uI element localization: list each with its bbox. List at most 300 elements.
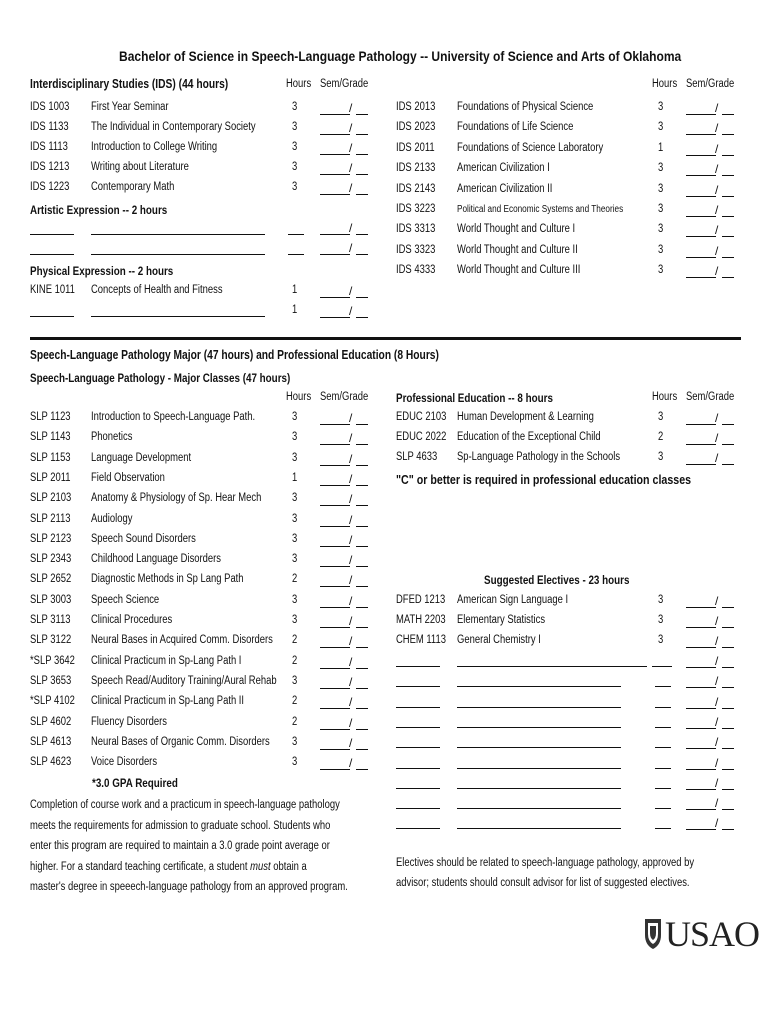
grade-blank [356,444,368,445]
grade-blank [356,546,368,547]
grade-blank [356,234,368,235]
note-text: obtain a [270,860,307,873]
sem-blank [320,526,350,527]
grade-slash: / [715,714,719,729]
course-code: MATH 2203 [396,614,446,626]
artistic-heading: Artistic Expression -- 2 hours [30,203,168,217]
sem-grade-field[interactable] [320,181,368,197]
grade-blank [356,586,368,587]
grade-blank [356,769,368,770]
course-name: Concepts of Health and Fitness [91,284,223,296]
course-code: DFED 1213 [396,594,446,606]
course-name: American Sign Language I [457,594,569,606]
code-blank[interactable] [396,808,440,809]
sem-grade-field[interactable] [320,675,368,691]
course-name: Education of the Exceptional Child [457,431,601,443]
sem-blank [320,465,350,466]
course-code: KINE 1011 [30,284,75,296]
course-name: Anatomy & Physiology of Sp. Hear Mech [91,492,262,505]
course-code: EDUC 2103 [396,411,447,423]
profed-note: "C" or better is required in professional education classes [396,472,692,487]
sem-grade-field[interactable] [320,121,368,137]
profed-heading: Professional Education -- 8 hours [396,391,553,405]
course-name: Childhood Language Disorders [91,553,222,566]
grade-blank [356,647,368,648]
grade-slash: / [349,451,353,466]
hours-blank[interactable] [655,828,671,829]
sem-blank [320,297,350,298]
course-name: World Thought and Culture III [457,264,581,277]
course-code: SLP 4613 [30,735,72,748]
grade-slash: / [349,221,353,235]
grade-blank [356,505,368,506]
course-hours: 3 [292,411,298,423]
hours-header-left: Hours [286,78,312,90]
major-note-line: Completion of course work and a practicum in speech-language pathology [30,799,340,811]
sem-grade-field[interactable] [320,472,368,488]
sem-blank [320,254,350,255]
grade-blank [722,464,734,465]
course-hours: 3 [658,451,664,463]
course-code: IDS 3223 [396,203,436,215]
code-blank[interactable] [30,234,74,235]
course-code: SLP 3122 [30,634,72,647]
sem-blank [320,627,350,628]
sem-blank [320,317,350,318]
hours-blank[interactable] [655,768,671,769]
course-name-blank[interactable] [457,686,621,687]
course-name: Foundations of Science Laboratory [457,141,604,154]
course-code: IDS 2023 [396,121,436,134]
course-hours: 3 [658,264,664,277]
grade-blank [356,566,368,567]
hours-blank[interactable] [655,788,671,789]
sem-blank [320,485,350,486]
sem-grade-field[interactable] [320,573,368,589]
grade-blank [356,668,368,669]
major-note [30,795,358,898]
grade-blank [356,114,368,115]
electives-heading: Suggested Electives - 23 hours [484,573,630,587]
grade-slash: / [349,654,353,669]
major-subheading: Speech-Language Pathology - Major Classes (47 hours) [30,371,291,385]
grade-slash: / [349,756,353,771]
course-hours: 2 [292,715,298,728]
sem-grade-field[interactable] [320,614,368,630]
hours-blank[interactable] [655,727,671,728]
grade-slash: / [715,614,719,628]
course-hours: 2 [292,654,298,667]
sem-blank [686,155,716,156]
grade-blank [722,216,734,217]
grade-slash: / [349,634,353,649]
note-emphasis: must [250,860,271,873]
sem-grade-field[interactable] [686,451,734,467]
sem-grade-field[interactable] [686,162,734,178]
course-code: IDS 1213 [30,161,70,173]
grade-slash: / [715,735,719,750]
sem-grade-field[interactable] [686,735,734,751]
sem-grade-field[interactable] [686,223,734,239]
course-name-blank[interactable] [457,707,621,708]
sem-grade-field[interactable] [320,241,368,257]
sem-blank [686,134,716,135]
sem-grade-field[interactable] [320,221,368,237]
code-blank[interactable] [396,828,440,829]
course-hours: 3 [292,141,298,153]
sem-grade-field[interactable] [320,101,368,117]
ids-heading: Interdisciplinary Studies (IDS) (44 hours) [30,77,229,91]
course-hours: 3 [658,594,664,606]
grade-slash: / [349,471,353,486]
sem-grade-field[interactable] [320,452,368,468]
course-code: SLP 4633 [396,451,438,463]
code-blank[interactable] [396,727,440,728]
course-code: IDS 3313 [396,223,436,236]
sem-grade-field[interactable] [320,594,368,610]
course-name-blank[interactable] [457,747,621,748]
code-blank[interactable] [30,316,74,317]
course-name: American Civilization II [457,182,553,195]
course-code: IDS 2143 [396,182,436,195]
code-blank[interactable] [396,768,440,769]
course-name: Sp-Language Pathology in the Schools [457,451,621,463]
grade-slash: / [715,654,719,668]
usao-logo-text: USAO [665,914,760,954]
code-blank[interactable] [396,747,440,748]
course-name: Clinical Practicum in Sp-Lang Path I [91,654,242,667]
course-hours: 3 [292,431,298,444]
course-name: Voice Disorders [91,756,158,769]
grade-slash: / [349,512,353,527]
grade-slash: / [349,735,353,750]
grade-slash: / [349,284,353,298]
sem-grade-field[interactable] [686,244,734,260]
sem-blank [320,194,350,195]
course-code: *SLP 3642 [30,654,75,667]
hours-blank[interactable] [652,666,672,667]
course-hours: 3 [658,634,664,646]
course-hours: 3 [292,614,298,626]
sem-grade-field[interactable] [686,431,734,447]
sem-grade-field[interactable] [686,634,734,650]
sem-blank [320,688,350,689]
course-name: Audiology [91,512,133,525]
grade-blank [356,485,368,486]
sem-grade-field[interactable] [320,533,368,549]
course-hours: 3 [292,532,298,545]
course-name: Phonetics [91,431,133,444]
course-code: EDUC 2022 [396,431,447,443]
sem-grade-field[interactable] [686,101,734,117]
course-hours: 3 [292,735,298,748]
sem-grade-field[interactable] [320,431,368,447]
course-hours: 2 [292,573,298,586]
sem-grade-field[interactable] [320,655,368,671]
sem-grade-field[interactable] [686,756,734,772]
code-blank[interactable] [396,686,440,687]
grade-slash: / [715,674,719,689]
semgrade-header-profed: Sem/Grade [686,391,735,403]
course-name: Speech Sound Disorders [91,532,196,545]
sem-grade-field[interactable] [686,411,734,427]
code-blank[interactable] [396,666,440,667]
course-name: Field Observation [91,471,165,484]
major-note-line [30,857,358,878]
sem-grade-field[interactable] [320,141,368,157]
course-name: Introduction to College Writing [91,141,218,153]
sem-grade-field[interactable] [320,756,368,772]
sem-grade-field[interactable] [686,674,734,690]
hours-blank[interactable] [288,234,304,235]
grade-slash: / [715,203,719,217]
sem-grade-field[interactable] [686,121,734,137]
course-hours: 3 [658,614,664,626]
sem-blank [320,586,350,587]
course-code: IDS 1133 [30,121,69,133]
sem-grade-field[interactable] [686,203,734,219]
sem-blank [686,728,716,729]
grade-slash: / [715,121,719,136]
course-name: Contemporary Math [91,181,175,193]
grade-slash: / [715,411,719,425]
hours-blank[interactable] [655,747,671,748]
grade-blank [356,627,368,628]
grade-blank [356,424,368,425]
grade-slash: / [349,715,353,730]
hours-header-major: Hours [286,391,312,403]
sem-grade-field[interactable] [320,716,368,732]
sem-grade-field[interactable] [686,594,734,610]
sem-grade-field[interactable] [320,284,368,300]
sem-grade-field[interactable] [686,715,734,731]
grade-blank [722,647,734,648]
course-hours: 3 [292,181,298,193]
course-code: SLP 1123 [30,411,71,423]
course-name: American Civilization I [457,162,550,175]
hours-blank[interactable] [655,808,671,809]
course-name: Fluency Disorders [91,715,167,728]
sem-grade-field[interactable] [320,161,368,177]
sem-blank [686,216,716,217]
grade-blank [722,708,734,709]
course-hours: 3 [292,756,298,769]
course-name-blank[interactable] [91,234,265,235]
grade-slash: / [349,101,353,115]
sem-blank [320,114,350,115]
grade-blank [722,607,734,608]
sem-blank [686,277,716,278]
grade-slash: / [349,695,353,710]
grade-slash: / [349,161,353,175]
sem-grade-field[interactable] [320,304,368,320]
grade-blank [722,444,734,445]
sem-grade-field[interactable] [686,614,734,630]
course-hours: 3 [292,451,298,464]
course-name: Clinical Practicum in Sp-Lang Path II [91,695,245,708]
course-name: Clinical Procedures [91,614,173,626]
sem-blank [686,789,716,790]
grade-slash: / [349,553,353,568]
sem-blank [320,708,350,709]
course-hours: 3 [292,121,298,133]
grade-slash: / [349,573,353,588]
grade-blank [722,809,734,810]
sem-grade-field[interactable] [686,816,734,832]
grade-blank [356,729,368,730]
hours-header-right: Hours [652,78,678,90]
sem-grade-field[interactable] [320,492,368,508]
hours-blank[interactable] [655,707,671,708]
course-name: Foundations of Life Science [457,121,574,134]
grade-blank [722,687,734,688]
course-name-blank[interactable] [457,768,621,769]
course-code: IDS 2011 [396,141,435,154]
course-name: First Year Seminar [91,101,169,113]
sem-grade-field[interactable] [686,654,734,670]
course-code: SLP 2123 [30,532,72,545]
semgrade-header-right: Sem/Grade [686,78,735,90]
hours-blank[interactable] [655,686,671,687]
sem-blank [686,667,716,668]
course-name: Neural Bases in Acquired Comm. Disorders [91,634,273,647]
course-code: SLP 2343 [30,553,72,566]
page-title: Bachelor of Science in Speech-Language Pathology -- University of Science and Arts of Oklahoma [119,48,682,64]
grade-slash: / [715,243,719,258]
course-name: General Chemistry I [457,634,541,646]
sem-blank [686,708,716,709]
sem-grade-field[interactable] [686,142,734,158]
course-hours: 1 [658,141,664,154]
sem-grade-field[interactable] [686,264,734,280]
sem-blank [320,749,350,750]
grade-slash: / [715,755,719,770]
grade-blank [722,236,734,237]
sem-grade-field[interactable] [320,411,368,427]
course-name: World Thought and Culture II [457,243,578,256]
course-name: Elementary Statistics [457,614,546,626]
sem-blank [320,424,350,425]
course-code: SLP 2011 [30,471,71,484]
sem-grade-field[interactable] [686,695,734,711]
sem-blank [320,546,350,547]
course-name-blank[interactable] [457,828,621,829]
course-code: IDS 2133 [396,162,436,175]
hours-blank[interactable] [288,254,304,255]
sem-grade-field[interactable] [686,183,734,199]
grade-blank [722,175,734,176]
note-text: higher. For a standard teaching certificate, a student [30,860,251,873]
code-blank[interactable] [396,788,440,789]
course-code: IDS 2013 [396,101,436,113]
sem-grade-field[interactable] [320,513,368,529]
grade-slash: / [349,614,353,628]
sem-blank [686,647,716,648]
grade-blank [722,424,734,425]
grade-blank [356,607,368,608]
sem-grade-field[interactable] [686,796,734,812]
course-name: Neural Bases of Organic Comm. Disorders [91,735,270,748]
sem-grade-field[interactable] [320,634,368,650]
sem-blank [686,236,716,237]
sem-blank [686,257,716,258]
course-code: SLP 3653 [30,674,72,687]
grade-blank [356,317,368,318]
grade-slash: / [715,223,719,238]
semgrade-header-left: Sem/Grade [320,78,369,90]
sem-grade-field[interactable] [320,695,368,711]
sem-blank [320,668,350,669]
course-code: CHEM 1113 [396,634,446,646]
sem-blank [320,647,350,648]
grade-slash: / [349,532,353,547]
course-name: Speech Read/Auditory Training/Aural Rehab [91,674,277,687]
grade-slash: / [715,796,719,811]
sem-blank [320,444,350,445]
grade-slash: / [715,182,719,197]
physical-heading: Physical Expression -- 2 hours [30,264,174,278]
sem-grade-field[interactable] [320,736,368,752]
course-name-blank[interactable] [457,666,647,667]
course-hours: 3 [292,161,298,173]
sem-blank [686,829,716,830]
course-name: Foundations of Physical Science [457,101,594,113]
grade-slash: / [715,264,719,279]
course-code: SLP 3113 [30,614,71,626]
course-hours: 3 [658,243,664,256]
grade-slash: / [349,304,353,318]
course-code: SLP 2103 [30,492,72,505]
sem-blank [686,175,716,176]
grade-blank [722,627,734,628]
semgrade-header-major: Sem/Grade [320,391,369,403]
sem-grade-field[interactable] [686,776,734,792]
sem-blank [686,444,716,445]
code-blank[interactable] [30,254,74,255]
course-code: IDS 1223 [30,181,70,193]
course-hours: 1 [292,304,298,316]
sem-blank [320,154,350,155]
code-blank[interactable] [396,707,440,708]
course-name-blank[interactable] [457,808,621,809]
course-hours: 3 [658,182,664,195]
grade-slash: / [715,594,719,608]
grade-slash: / [715,431,719,445]
sem-blank [320,134,350,135]
course-name-blank[interactable] [457,788,621,789]
usao-logo [643,913,760,954]
grade-blank [722,769,734,770]
course-name-blank[interactable] [457,727,621,728]
course-name-blank[interactable] [91,316,265,317]
sem-grade-field[interactable] [320,553,368,569]
course-name-blank[interactable] [91,254,265,255]
course-hours: 3 [658,121,664,134]
course-hours: 3 [292,492,298,505]
course-hours: 3 [292,512,298,525]
sem-blank [686,196,716,197]
course-name: Language Development [91,451,192,464]
grade-slash: / [715,634,719,648]
sem-blank [320,729,350,730]
grade-slash: / [349,492,353,507]
grade-blank [722,277,734,278]
grade-slash: / [349,181,353,195]
sem-blank [320,234,350,235]
course-hours: 3 [292,593,298,606]
course-code: SLP 4623 [30,756,72,769]
grade-slash: / [349,431,353,446]
